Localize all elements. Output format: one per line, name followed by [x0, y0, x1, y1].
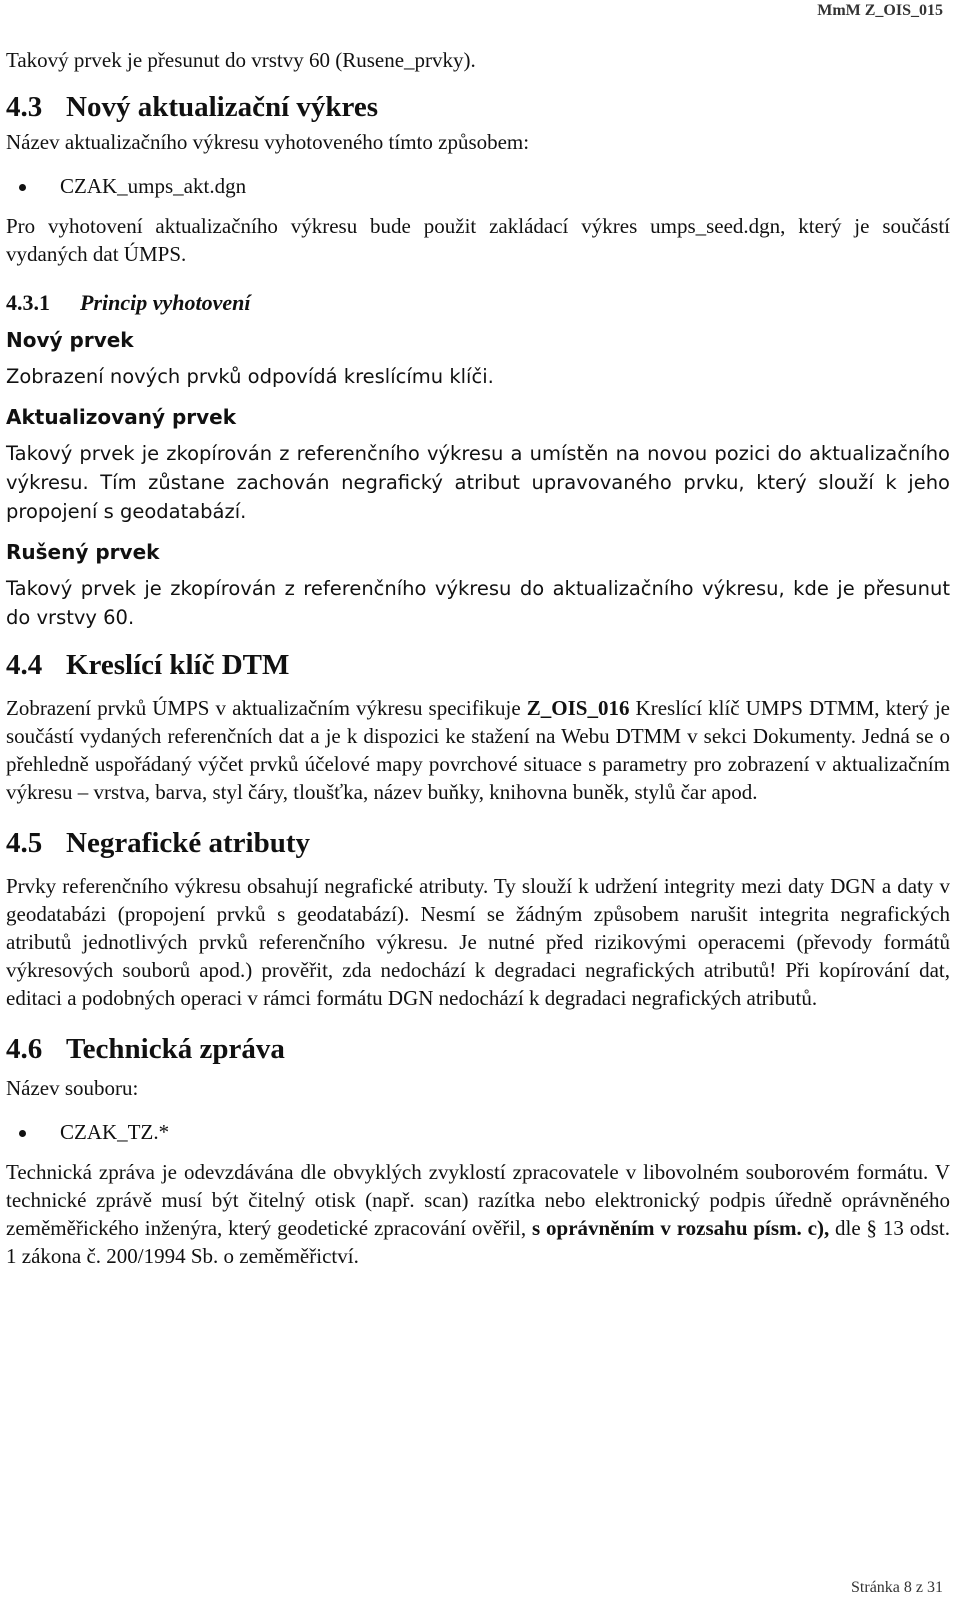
document-reference: Z_OIS_016 [526, 696, 630, 720]
section-title: Negrafické atributy [66, 827, 311, 859]
paragraph-technicka-zprava [6, 1158, 950, 1270]
subsection-heading-4-3-1 [6, 288, 950, 318]
section-heading-4-3 [6, 90, 950, 124]
subsection-title: Princip vyhotovení [80, 290, 251, 315]
section-title: Nový aktualizační výkres [66, 91, 379, 123]
section-number: 4.4 [6, 649, 43, 681]
section-number: 4.3 [6, 91, 43, 123]
bullet-icon [19, 1130, 26, 1137]
document-id: MmM Z_OIS_015 [817, 2, 943, 19]
removed-element-label: Rušený prvek [6, 540, 160, 564]
page-number: Stránka 8 z 31 [851, 1579, 943, 1596]
paragraph: Pro vyhotovení aktualizačního výkresu bude použit zakládací výkres umps_seed.dgn, který je součástí vydaných dat ÚMPS. [6, 214, 950, 266]
bullet-list [6, 1118, 950, 1146]
list-item [6, 172, 950, 200]
paragraph: Název aktualizačního výkresu vyhotoveného tímto způsobem: [6, 130, 530, 154]
bullet-list [6, 172, 950, 200]
intro-paragraph: Takový prvek je přesunut do vrstvy 60 (Rusene_prvky). [6, 48, 476, 72]
updated-element-label: Aktualizovaný prvek [6, 405, 237, 429]
list-item [6, 1118, 950, 1146]
text-run: Technická zpráva je odevzdávána dle obvyklých zvyklostí zpracovatele v libovolném souborovém formátu. V technické zprávě musí být čitelný otisk (např. scan) razítka nebo elektronický podpis úředně oprávněného zeměměřického inženýra, který geodetické zpracování ověřil, [6, 1160, 950, 1240]
paragraph: Název souboru: [6, 1076, 139, 1100]
section-title: Kreslící klíč DTM [66, 649, 290, 681]
section-number: 4.5 [6, 827, 43, 859]
list-item-text: CZAK_umps_akt.dgn [60, 174, 247, 198]
section-heading-4-6 [6, 1032, 950, 1066]
list-item-text: CZAK_TZ.* [60, 1120, 170, 1144]
paragraph: Takový prvek je zkopírován z referenčního výkresu do aktualizačního výkresu, kde je přesunut do vrstvy 60. [6, 577, 950, 629]
new-element-label: Nový prvek [6, 328, 134, 352]
paragraph: Prvky referenčního výkresu obsahují negrafické atributy. Ty slouží k udržení integrity mezi daty DGN a daty v geodatabázi (propojení prvků s geodatabází). Nesmí se žádným způsobem narušit integrita negrafických atributů jednotlivých prvků referenčního výkresu. Je nutné před rizikovými operacemi (převody formátů výkresových souborů apod.) prověřit, zda nedochází k degradaci negrafických atributů! Při kopírování dat, editaci a podobných operaci v rámci formátu DGN nedochází k degradaci negrafických atributů. [6, 874, 950, 1010]
bold-text: s oprávněním v rozsahu písm. c), [532, 1216, 830, 1240]
section-number: 4.6 [6, 1033, 43, 1065]
text-run: Zobrazení prvků ÚMPS v aktualizačním výkresu specifikuje [6, 696, 527, 720]
text-run: Kreslící klíč UMPS DTMM, který je součástí vydaných referenčních dat a je k dispozici ke stažení na Webu DTMM v sekci Dokumenty. Jedná se o přehledně uspořádaný výčet prvků účelové mapy povrchové situace s parametry pro zobrazení v aktualizačním výkresu – vrstva, barva, styl čáry, tloušťka, název buňky, knihovna buněk, stylů čar apod. [6, 696, 950, 804]
text-run: dle § 13 odst. 1 zákona č. 200/1994 Sb. o zeměměřictví. [6, 1216, 951, 1268]
section-heading-4-4 [6, 648, 950, 682]
paragraph: Takový prvek je zkopírován z referenčního výkresu a umístěn na novou pozici do aktualizačního výkresu. Tím zůstane zachován negrafický atribut upravovaného prvku, který slouží k jeho propojení s geodatabází. [6, 442, 950, 523]
paragraph: Zobrazení nových prvků odpovídá kreslícímu klíči. [6, 365, 494, 388]
subsection-number: 4.3.1 [6, 290, 50, 315]
section-heading-4-5 [6, 826, 950, 860]
section-title: Technická zpráva [66, 1033, 285, 1065]
bullet-icon [19, 184, 26, 191]
paragraph-kreslici-klic [6, 694, 950, 806]
